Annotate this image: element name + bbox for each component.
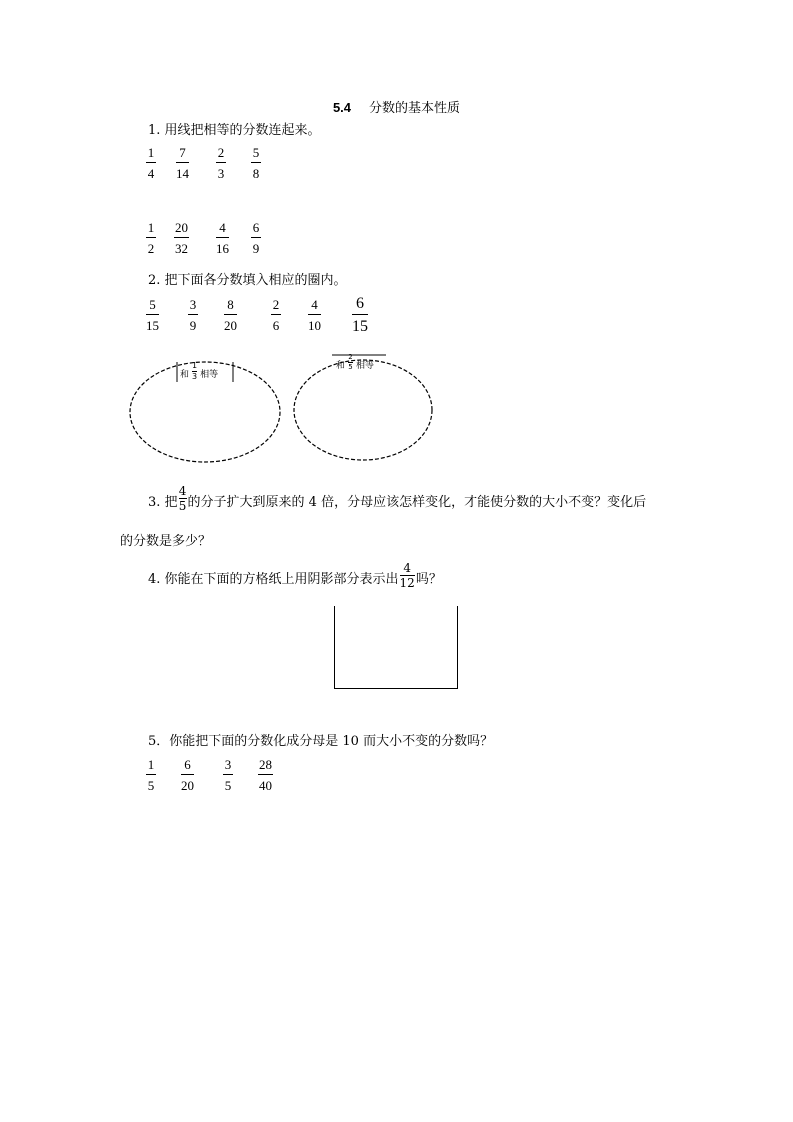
q1-row1-fraction: 7 14 <box>176 145 189 181</box>
circle-left-label: 和 $\frac{1}{3}$ 相等 <box>180 361 219 381</box>
q2-fraction: 3 9 <box>189 297 197 333</box>
q2-fraction: 8 20 <box>224 297 237 333</box>
q5-fraction: 3 5 <box>224 757 232 793</box>
question-5-prompt: 5．你能把下面的分数化成分母是 10 而大小不变的分数吗？ <box>148 734 494 749</box>
q4-fraction: $\frac{4}{12}$ <box>399 561 415 590</box>
question-3-line1: 3. 把 $\frac{4}{5}$ 的分子扩大到原来的 4 倍，分母应该怎样变化，才能使分数的大小不变？变化后 <box>148 484 647 513</box>
question-3-line2: 的分数是多少？ <box>120 534 212 549</box>
q1-row1-fraction: 1 4 <box>147 145 155 181</box>
q2-fraction: 2 6 <box>272 297 280 333</box>
question-4-prompt: 4. 你能在下面的方格纸上用阴影部分表示出 $\frac{4}{12}$ 吗？ <box>148 561 442 590</box>
q1-row1-fraction: 2 3 <box>217 145 225 181</box>
circle-right <box>294 360 432 460</box>
q2-fraction: 4 10 <box>308 297 321 333</box>
q2-fraction: 5 15 <box>146 297 159 333</box>
q5-fraction: 1 5 <box>147 757 155 793</box>
q1-row2-fraction: 6 9 <box>252 220 260 256</box>
q1-row2-fraction: 1 2 <box>147 220 155 256</box>
grid-paper-box <box>334 606 458 689</box>
sorting-circles <box>120 350 450 470</box>
section-title: 分数的基本性质 <box>369 101 461 116</box>
q1-row2-fraction: 20 32 <box>175 220 188 256</box>
q5-fraction: 28 40 <box>259 757 272 793</box>
q5-fraction: 6 20 <box>181 757 194 793</box>
circle-right-label: 和 $\frac{2}{5}$ 相等 <box>336 353 375 371</box>
page-title <box>0 97 793 116</box>
q3-fraction: $\frac{4}{5}$ <box>178 484 187 513</box>
q1-row2-fraction: 4 16 <box>216 220 229 256</box>
q2-fraction: 6 15 <box>352 295 368 335</box>
question-1-prompt: 1. 用线把相等的分数连起来。 <box>148 123 321 138</box>
question-2-prompt: 2. 把下面各分数填入相应的圈内。 <box>148 273 347 288</box>
q1-row1-fraction: 5 8 <box>252 145 260 181</box>
section-number: 5.4 <box>332 100 352 115</box>
